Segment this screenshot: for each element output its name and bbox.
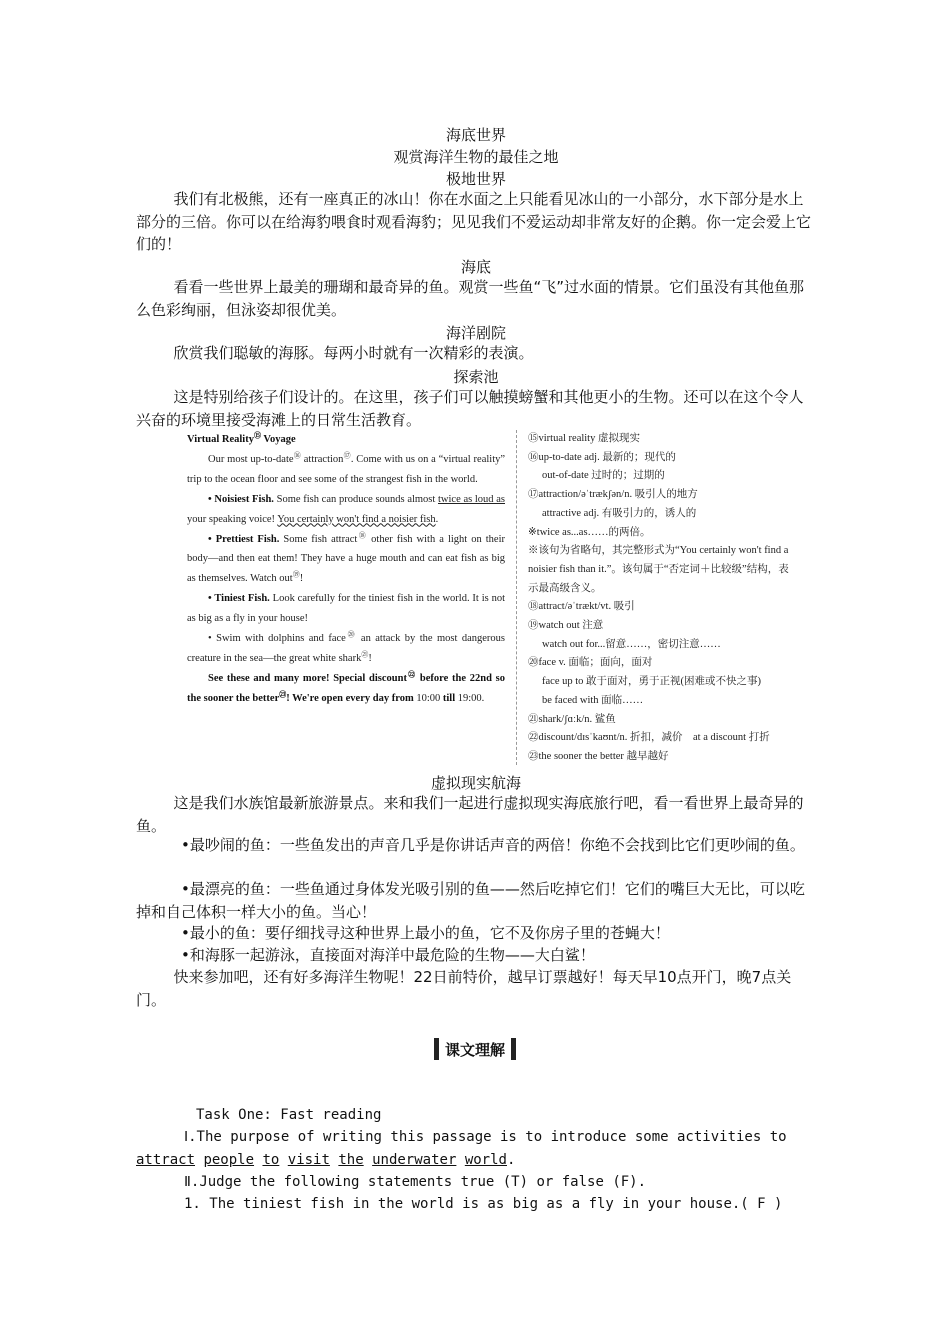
paragraph-undersea: 看看一些世界上最美的珊瑚和最奇异的鱼。观赏一些鱼“飞”过水面的情景。它们虽没有其他鱼那么色彩绚丽，但泳姿却很优美。 bbox=[136, 278, 805, 319]
task-one-title: Task One: Fast reading bbox=[196, 1107, 382, 1123]
section-title-undersea: 海底 bbox=[460, 258, 491, 276]
bullet-tiniest: •最小的鱼：要仔细找寻这种世界上最小的鱼，它不及你房子里的苍蝇大！ bbox=[181, 924, 670, 942]
note-line: face up to 敢于面对，勇于正视(困难或不快之事) bbox=[542, 676, 762, 688]
bullet-noisiest: •最吵闹的鱼：一些鱼发出的声音几乎是你讲话声音的两倍！你绝不会找到比它们更吵闹的鱼。 bbox=[181, 836, 805, 854]
note-line: ㉒discount/dɪsˈkaʊnt/n. 折扣，减价 at a discount 打折 bbox=[528, 732, 770, 744]
subtitle: 观赏海洋生物的最佳之地 bbox=[393, 148, 559, 166]
section-heading-text: 课文理解 bbox=[444, 1040, 505, 1059]
excerpt-ending: See these and many more! Special discount$^㉒$ before the 22nd so the sooner the better$^㉓$! We're open every day from 10:00 till 19:00. bbox=[187, 670, 506, 704]
note-line: ※twice as...as……的两倍。 bbox=[528, 526, 651, 538]
note-line: ⑰attraction/əˈtrækʃən/n. 吸引人的地方 bbox=[528, 489, 698, 501]
excerpt-divider bbox=[516, 430, 517, 765]
note-line: out-of-date 过时的；过期的 bbox=[542, 470, 665, 482]
excerpt-intro: Our most up-to-date⑯ attraction⑰. Come with us on a “virtual reality” trip to the ocean floor and see some of the strangest fish in the world. bbox=[187, 451, 506, 485]
bullet-prettiest: •最漂亮的鱼：一些鱼通过身体发光吸引别的鱼——然后吃掉它们！它们的嘴巨大无比，可以吃掉和自己体积一样大小的鱼。当心！ bbox=[136, 880, 805, 921]
note-line: ⑳face v. 面临；面向，面对 bbox=[528, 657, 653, 669]
note-line: ※该句为省略句，其完整形式为“You certainly won't find a bbox=[528, 545, 789, 557]
note-line: ㉓the sooner the better 越早越好 bbox=[528, 750, 669, 762]
question-1-prompt: Ⅰ.The purpose of writing this passage is to introduce some activities to bbox=[184, 1129, 787, 1145]
vocabulary-notes bbox=[528, 430, 848, 767]
paragraph-discovery-pool: 这是特别给孩子们设计的。在这里，孩子们可以触摸螃蟹和其他更小的生物。还可以在这个令人兴奋的环境里接受海滩上的日常生活教育。 bbox=[136, 388, 804, 429]
bullet-dolphins: •和海豚一起游泳，直接面对海洋中最危险的生物——大白鲨！ bbox=[181, 946, 595, 964]
note-line: watch out for...留意……，密切注意…… bbox=[542, 638, 721, 650]
excerpt-heading: Virtual Reality⑮ Voyage bbox=[187, 431, 296, 445]
statement-1: 1. The tiniest fish in the world is as big as a fly in your house.( F ) bbox=[184, 1196, 783, 1212]
note-line: 示最高级含义。 bbox=[528, 582, 602, 594]
excerpt-prettiest: • Prettiest Fish. Some fish attract⑱ other fish with a light on their body—and then eat them! They have a huge mouth and can eat fish as big as themselves. Watch out⑲! bbox=[187, 531, 505, 585]
note-line: be faced with 面临…… bbox=[542, 694, 644, 706]
paragraph-polar: 我们有北极熊，还有一座真正的冰山！你在水面之上只能看见冰山的一小部分，水下部分是水上部分的三倍。你可以在给海豹喂食时观看海豹；见见我们不爱运动却非常友好的企鹅。你一定会爱上它们的！ bbox=[136, 190, 812, 253]
section-heading bbox=[420, 1036, 530, 1062]
paragraph-theatre: 欣赏我们聪敏的海豚。每两小时就有一次精彩的表演。 bbox=[173, 344, 534, 362]
title-underwater-world: 海底世界 bbox=[445, 126, 506, 144]
excerpt-noisiest: • Noisiest Fish. Some fish can produce sounds almost twice as loud as your speaking voice! You certainly won't find a noisier fish. bbox=[187, 493, 505, 525]
section-title-discovery-pool: 探索池 bbox=[453, 368, 499, 386]
note-line: attractive adj. 有吸引力的，诱人的 bbox=[542, 507, 697, 519]
note-line: ⑱attract/əˈtrækt/vt. 吸引 bbox=[528, 601, 635, 613]
note-line: ⑲watch out 注意 bbox=[528, 620, 604, 632]
question-1-answer: attract people to visit the underwater world. bbox=[136, 1152, 516, 1168]
excerpt-text bbox=[187, 430, 505, 709]
excerpt-dolphins: • Swim with dolphins and face⑳ an attack by the most dangerous creature in the sea—the great white shark$^㉑$! bbox=[187, 630, 505, 664]
question-2-prompt: Ⅱ.Judge the following statements true (T) or false (F). bbox=[184, 1174, 647, 1190]
section-title-polar: 极地世界 bbox=[445, 170, 506, 188]
note-line: noisier fish than it.”。该句属于“否定词＋比较级”结构，表 bbox=[528, 563, 789, 575]
section-title-theatre: 海洋剧院 bbox=[445, 324, 506, 342]
heading-bar-left bbox=[434, 1038, 439, 1060]
note-line: ⑯up-to-date adj. 最新的；现代的 bbox=[528, 451, 676, 463]
paragraph-virtual-voyage: 这是我们水族馆最新旅游景点。来和我们一起进行虚拟现实海底旅行吧，看一看世界上最奇异的鱼。 bbox=[136, 794, 804, 835]
heading-bar-right bbox=[511, 1038, 516, 1060]
section-title-virtual-voyage: 虚拟现实航海 bbox=[430, 774, 521, 792]
paragraph-closing: 快来参加吧，还有好多海洋生物呢！22日前特价，越早订票越好！每天早10点开门，晚7点关门。 bbox=[136, 968, 792, 1009]
note-line: ㉑shark/ʃɑːk/n. 鲨鱼 bbox=[528, 713, 616, 725]
excerpt-tiniest: • Tiniest Fish. Look carefully for the tiniest fish in the world. It is not as big as a fly in your house! bbox=[187, 593, 505, 625]
note-line: ⑮virtual reality 虚拟现实 bbox=[528, 433, 640, 444]
